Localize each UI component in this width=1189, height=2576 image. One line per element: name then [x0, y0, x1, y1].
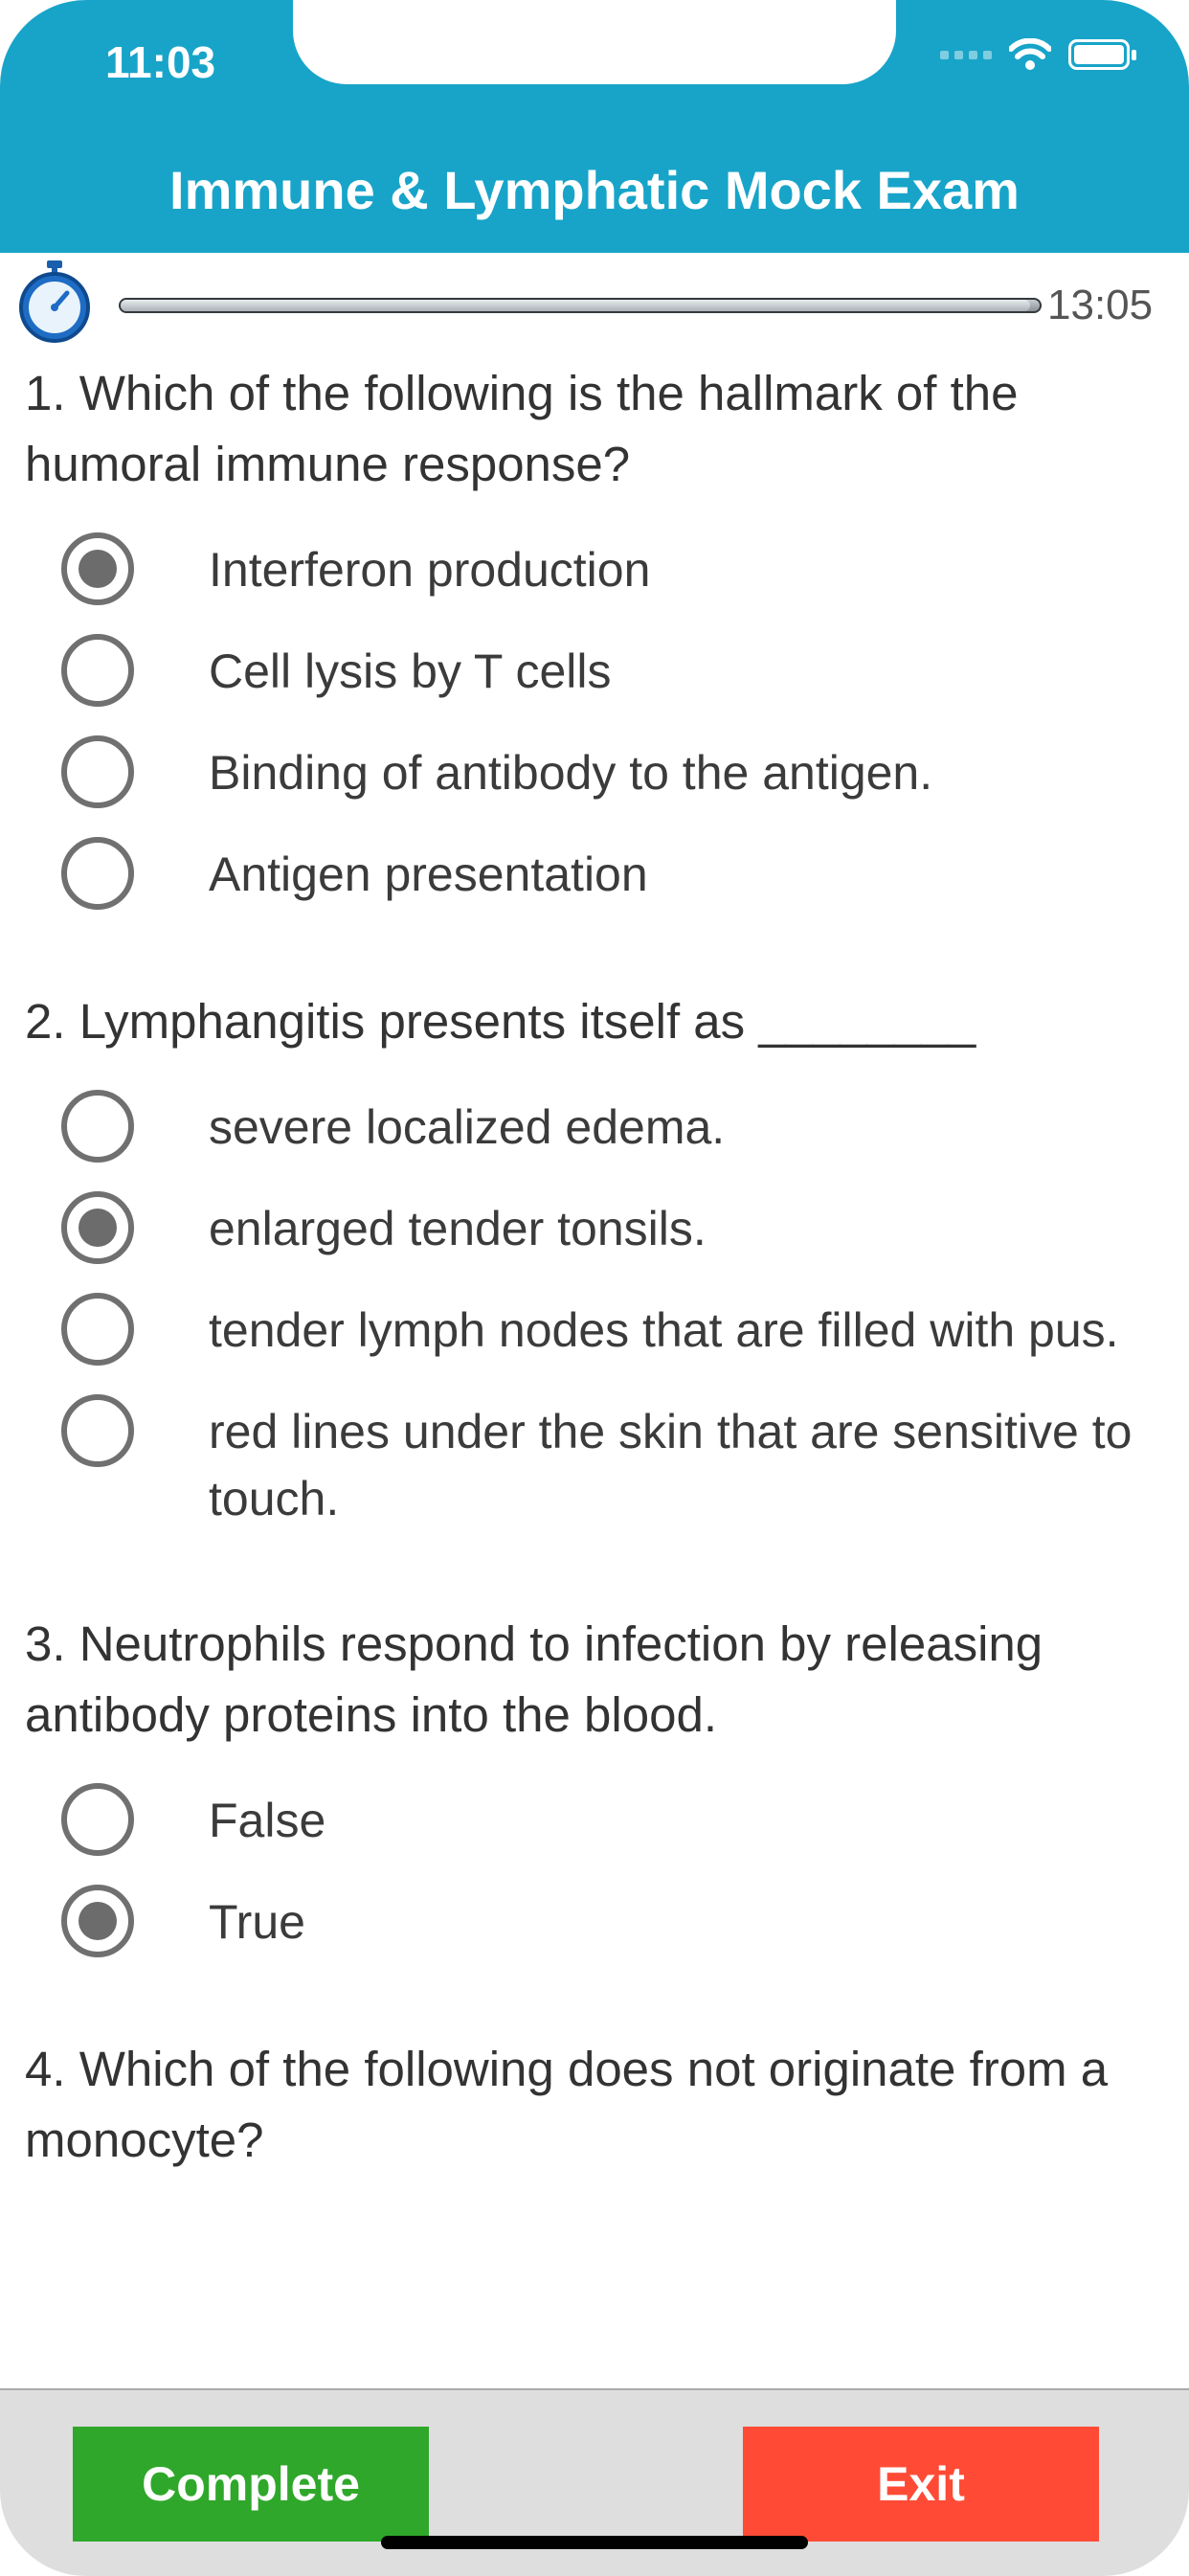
timer-row — [0, 253, 1189, 358]
answer-option[interactable] — [25, 534, 1164, 605]
answer-options — [25, 534, 1164, 910]
cellular-signal-icon — [940, 51, 992, 59]
answer-option-label: Binding of antibody to the antigen. — [209, 746, 933, 800]
question-block — [0, 1609, 1189, 1957]
answer-option[interactable] — [25, 839, 1164, 910]
answer-option-label: Cell lysis by T cells — [209, 644, 612, 698]
answer-option[interactable] — [25, 1785, 1164, 1856]
radio-unselected-icon[interactable] — [61, 1090, 134, 1163]
answer-option-label: severe localized edema. — [209, 1100, 726, 1154]
answer-option[interactable] — [25, 1887, 1164, 1957]
time-progress-bar — [119, 298, 1042, 313]
exit-button[interactable]: Exit — [743, 2427, 1099, 2542]
answer-option-label: False — [209, 1794, 326, 1847]
page-title: Immune & Lymphatic Mock Exam — [169, 160, 1020, 220]
answer-option-label: tender lymph nodes that are filled with pus. — [209, 1303, 1119, 1357]
question-list — [0, 358, 1189, 2176]
answer-option[interactable] — [25, 1193, 1164, 1264]
answer-options — [25, 1785, 1164, 1957]
answer-option-label: red lines under the skin that are sensitive to touch. — [209, 1405, 1133, 1525]
device-notch — [293, 0, 896, 84]
question-text: 4. Which of the following does not originate from a monocyte? — [25, 2042, 1109, 2167]
answer-option-label: Interferon production — [209, 543, 651, 597]
status-time: 11:03 — [105, 37, 216, 87]
battery-icon — [1068, 39, 1130, 70]
answer-option-label: enlarged tender tonsils. — [209, 1202, 707, 1255]
answer-option[interactable] — [25, 1092, 1164, 1163]
wifi-icon — [1009, 38, 1051, 71]
home-indicator[interactable] — [381, 2536, 808, 2549]
header-bar — [0, 0, 1189, 253]
question-text: 1. Which of the following is the hallmark of the humoral immune response? — [25, 366, 1019, 491]
radio-unselected-icon[interactable] — [61, 735, 134, 808]
time-progress-fill — [121, 300, 1030, 311]
radio-unselected-icon[interactable] — [61, 1783, 134, 1856]
answer-option-label: True — [209, 1895, 305, 1949]
answer-option[interactable] — [25, 636, 1164, 707]
question-block — [0, 358, 1189, 910]
question-text: 2. Lymphangitis presents itself as ________ — [25, 994, 976, 1049]
question-block — [0, 2034, 1189, 2176]
stopwatch-icon — [17, 259, 92, 343]
radio-unselected-icon[interactable] — [61, 1394, 134, 1467]
question-text: 3. Neutrophils respond to infection by releasing antibody proteins into the blood. — [25, 1616, 1043, 1742]
time-remaining: 13:05 — [1047, 282, 1154, 328]
radio-selected-icon[interactable] — [61, 532, 134, 605]
question-block — [0, 986, 1189, 1532]
answer-option-label: Antigen presentation — [209, 847, 648, 901]
answer-option[interactable] — [25, 737, 1164, 808]
answer-option[interactable] — [25, 1396, 1164, 1532]
status-icons — [940, 38, 1130, 71]
answer-options — [25, 1092, 1164, 1532]
radio-unselected-icon[interactable] — [61, 837, 134, 910]
radio-selected-icon[interactable] — [61, 1191, 134, 1264]
radio-unselected-icon[interactable] — [61, 634, 134, 707]
radio-selected-icon[interactable] — [61, 1885, 134, 1957]
complete-button[interactable]: Complete — [73, 2427, 429, 2542]
answer-option[interactable] — [25, 1295, 1164, 1366]
radio-unselected-icon[interactable] — [61, 1293, 134, 1366]
